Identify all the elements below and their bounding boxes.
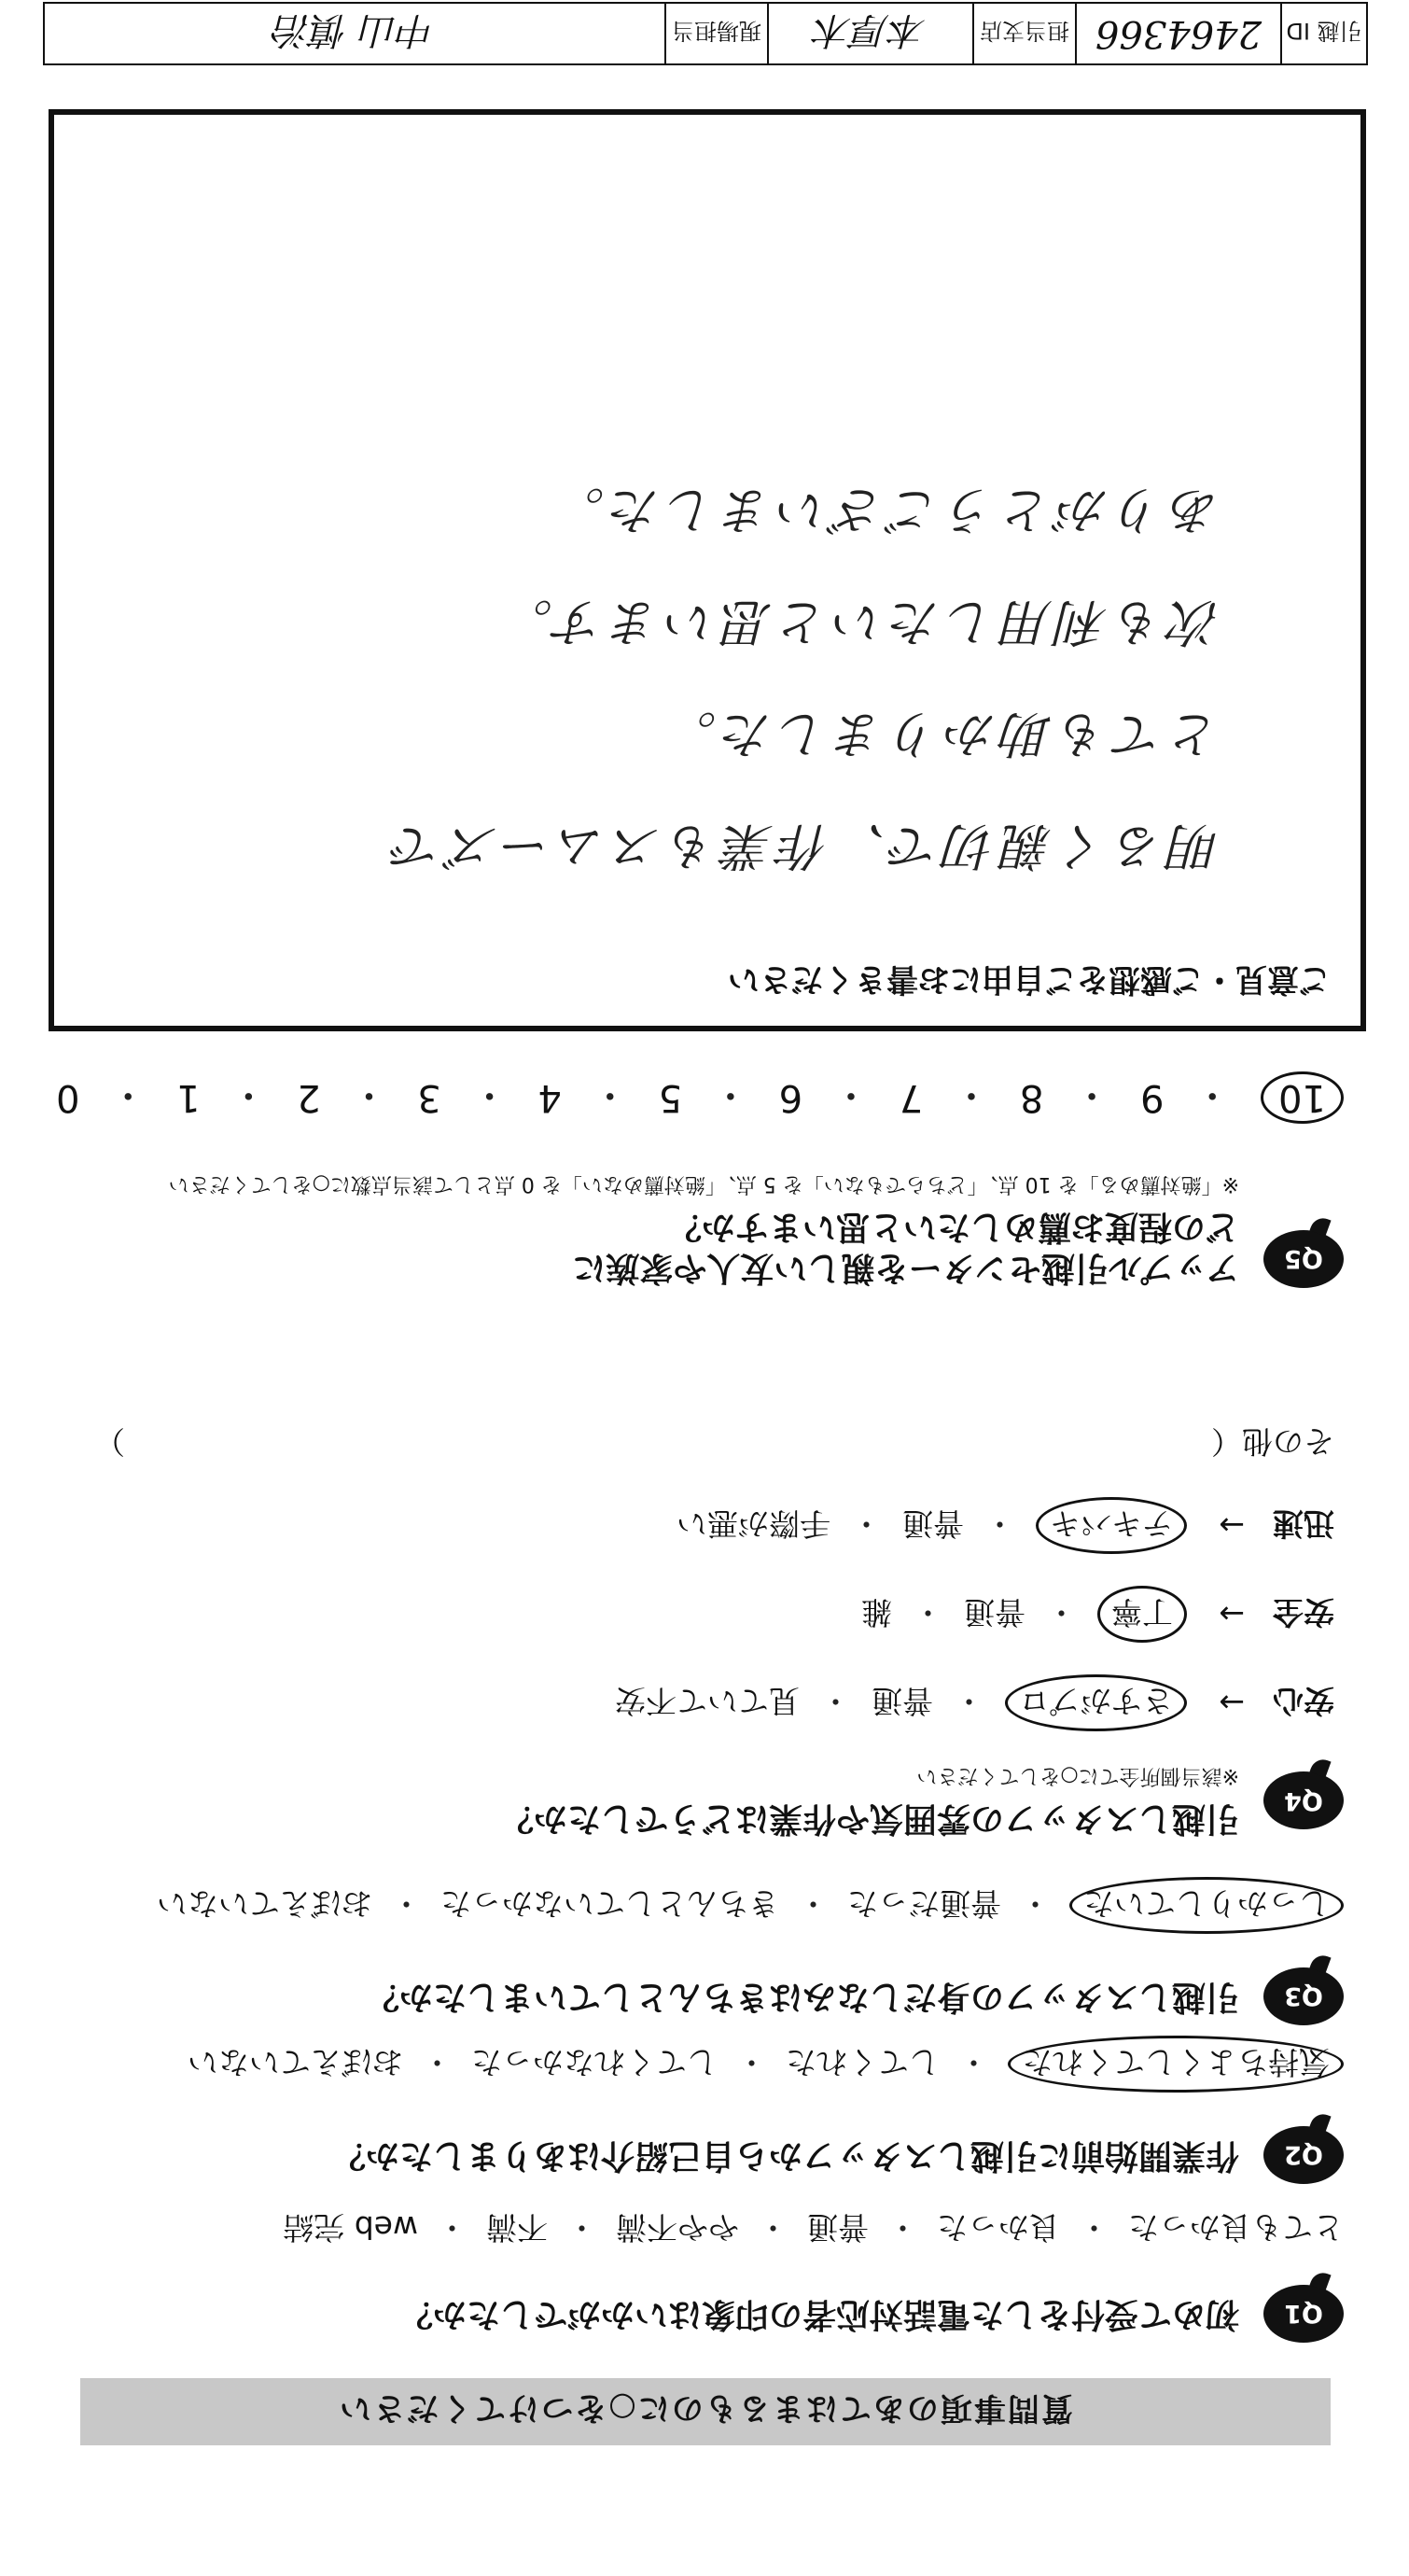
arrow-icon: → [1219,1596,1245,1632]
q4-other-close: ） [94,1423,125,1460]
comment-line: とても助かりました。 [661,705,1221,763]
q4-category: 迅速 [1273,1505,1334,1542]
comment-box[interactable] [49,109,1366,1031]
q4-option[interactable]: 普通 [872,1683,933,1719]
score-option[interactable]: 6 [778,1076,803,1120]
q5-badge: Q5 [1263,1230,1344,1288]
score-option[interactable]: 7 [899,1076,924,1120]
q1-option[interactable]: 普通 [807,2209,869,2246]
q4-option-selected[interactable]: 丁寧 [1097,1586,1187,1643]
score-option[interactable]: 9 [1139,1076,1165,1120]
q4-option[interactable]: 雑 [861,1594,892,1631]
q3-option[interactable]: きちんとしていなかった [440,1885,779,1922]
move-id-label: 引越 ID [1280,4,1366,63]
q4-row-jinsoku: 迅速 → テキパキ ・ 普通 ・ 手際が悪い [56,1497,1344,1554]
q4-option-selected[interactable]: テキパキ [1036,1497,1187,1554]
q4-note: ※該当個所全てに○をしてください [916,1764,1239,1787]
q2-option[interactable]: してくれなかった [471,2044,718,2080]
q3-badge: Q3 [1263,1967,1344,2025]
q4-option[interactable]: 見ていて不安 [615,1683,800,1719]
arrow-icon: → [1219,1507,1245,1544]
q3-text: 引越しスタッフの身だしなみはきちんとしていましたか？ [365,1978,1239,2016]
score-option[interactable]: 2 [297,1076,321,1120]
comment-line: 次も利用したいと思います。 [496,593,1221,651]
score-option[interactable]: 1 [176,1076,201,1120]
q5-score-row: 10 ・ 9 ・ 8 ・ 7 ・ 6 ・ 5 ・ 4 ・ 3 ・ 2 ・ 1 ・ 0 [56,1071,1344,1125]
q3-option-selected[interactable]: しっかりしていた [1069,1877,1344,1934]
branch-label: 担当支店 [972,4,1075,63]
score-option[interactable]: 0 [56,1076,80,1120]
score-option[interactable]: 5 [658,1076,682,1120]
score-option-selected[interactable]: 10 [1261,1072,1344,1125]
q2-option[interactable]: おぼえていない [188,2044,403,2080]
comment-line: ありがとうございました。 [549,481,1221,539]
question-4 [56,1421,1344,1839]
q5-text-line1: アップル引越センターを親しい友人や家族に [572,1249,1239,1287]
q2-badge: Q2 [1263,2126,1344,2184]
q2-text: 作業開始前に引越しスタッフから自己紹介はありましたか？ [331,2136,1239,2175]
q4-badge: Q4 [1263,1772,1344,1830]
q4-category: 安心 [1273,1683,1334,1719]
q4-option-selected[interactable]: さすがプロ [1005,1674,1187,1731]
q1-badge: Q1 [1263,2285,1344,2343]
move-id-value: 2464366 [1075,4,1280,63]
q1-option[interactable]: やや不満 [616,2209,739,2246]
q4-category: 安全 [1273,1594,1334,1631]
instructions-header: 質問事項のあてはまるものに○をつけてください [80,2378,1331,2445]
leader-value: 中山 慎治 [273,8,436,52]
question-5 [56,1171,1344,1288]
q1-option[interactable]: 良かった [937,2209,1060,2246]
q2-option-selected[interactable]: 気持ちよくしてくれた [1008,2036,1344,2093]
question-1 [56,2207,1344,2343]
leader-label: 現場担当 [664,4,767,63]
q4-option[interactable]: 普通 [964,1594,1025,1631]
q1-options: とても良かった ・ 良かった ・ 普通 ・ やや不満 ・ 不満 ・ web 完結 [56,2207,1344,2251]
arrow-icon: → [1219,1685,1245,1721]
q4-row-anzen: 安全 → 丁寧 ・ 普通 ・ 雑 [56,1586,1344,1643]
q1-option[interactable]: web 完結 [283,2209,418,2246]
q4-other-label: その他（ [1211,1423,1334,1460]
q4-other-row [56,1421,1344,1465]
score-option[interactable]: 8 [1019,1076,1044,1120]
q1-text: 初めて受付をした電話対応者の印象はいかがでしたか？ [398,2295,1239,2333]
score-option[interactable]: 3 [417,1076,441,1120]
q3-option[interactable]: 普通だった [847,1885,1001,1922]
question-2 [56,2036,1344,2184]
question-3 [56,1877,1344,2025]
branch-value: 本厚木 [767,4,972,63]
q4-option[interactable]: 普通 [902,1505,964,1542]
comment-label: ご意見・ご感想をご自由にお書きください [728,960,1331,998]
score-option[interactable]: 4 [537,1076,562,1120]
footer-info-table [43,2,1368,65]
q1-option[interactable]: 不満 [486,2209,548,2246]
q3-option[interactable]: おぼえていない [157,1885,372,1922]
q5-note: ※「絶対薦める」を 10 点、「どちらでもない」を 5 点、「絶対薦めない」を 0 点として該当点数に○をしてください [168,1172,1239,1196]
q4-text: 引越しスタッフの雰囲気や作業はどうでしたか？ [499,1799,1239,1838]
q2-options: 気持ちよくしてくれた ・ してくれた ・ してくれなかった ・ おぼえていない [56,2036,1344,2093]
comment-line: 明るく親切で、作業もスムーズで [386,817,1221,875]
q3-options: しっかりしていた ・ 普通だった ・ きちんとしていなかった ・ おぼえていない [56,1877,1344,1934]
q2-option[interactable]: してくれた [786,2044,940,2080]
q4-row-anshin: 安心 → さすがプロ ・ 普通 ・ 見ていて不安 [56,1674,1344,1731]
q5-text-line2: どの程度お薦めしたいと思いますか？ [667,1208,1239,1246]
q1-option[interactable]: とても良かった [1128,2209,1344,2246]
q4-option[interactable]: 手際が悪い [677,1505,830,1542]
